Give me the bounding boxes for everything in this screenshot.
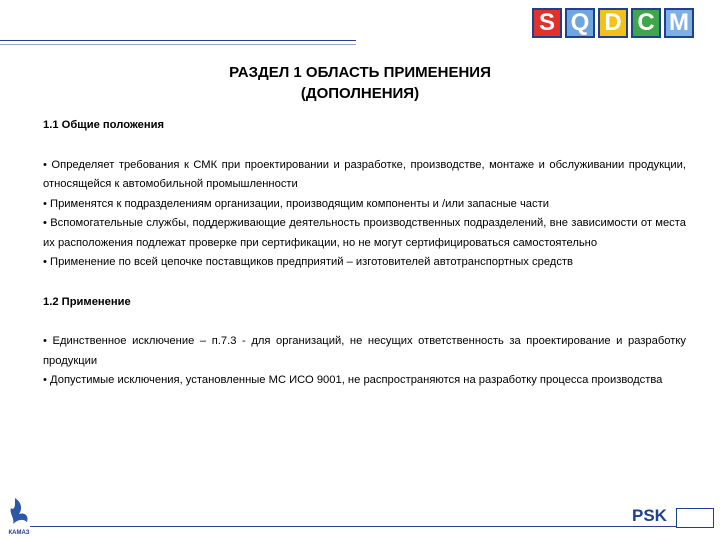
- page-title-line-1: РАЗДЕЛ 1 ОБЛАСТЬ ПРИМЕНЕНИЯ: [229, 64, 491, 81]
- section-heading-general: 1.1 Общие положения: [43, 119, 165, 131]
- document-body: [43, 116, 686, 391]
- header-divider-secondary: [0, 44, 356, 45]
- logo-letter-s: S: [532, 8, 562, 38]
- list-item: • Применение по всей цепочке поставщиков предприятий – изготовителей автотранспортных средств: [43, 256, 573, 268]
- kamaz-logo: [5, 496, 33, 536]
- psk-logo-frame: [676, 508, 714, 528]
- list-item: • Вспомогательные службы, поддерживающие деятельность производственных подразделений, вне зависимости от места их расположения подлежат проверке при сертификации, но не могут сертифицироваться самостоятельно: [43, 217, 686, 249]
- logo-letter-q: Q: [565, 8, 595, 38]
- logo-letter-c: C: [631, 8, 661, 38]
- header-divider: [0, 40, 356, 41]
- section-heading-application: 1.2 Применение: [43, 295, 131, 308]
- list-item: • Применятся к подразделениям организации, производящим компоненты и /или запасные части: [43, 197, 549, 210]
- page-title-line-2: (ДОПОЛНЕНИЯ): [300, 85, 420, 102]
- logo-letter-d: D: [598, 8, 628, 38]
- list-item: • Определяет требования к СМК при проектировании и разработке, производстве, монтаже и обслуживании продукции, относящейся к автомобильной промышленности: [43, 158, 686, 190]
- spacer: [43, 136, 686, 156]
- footer-divider: [30, 526, 676, 527]
- kamaz-logo-caption: КАМАЗ: [8, 530, 30, 536]
- sqdcm-logo: [532, 8, 694, 38]
- logo-letter-m: M: [664, 8, 694, 38]
- psk-logo-text: PSK: [632, 506, 667, 525]
- spacer: [43, 312, 686, 332]
- page-title: [140, 62, 580, 104]
- spacer: [43, 273, 686, 293]
- list-item: • Единственное исключение – п.7.3 - для организаций, не несущих ответственность за проектирование и разработку продукции: [43, 335, 686, 367]
- list-item: • Допустимые исключения, установленные МС ИСО 9001, не распространяются на разработку процесса производства: [43, 374, 663, 386]
